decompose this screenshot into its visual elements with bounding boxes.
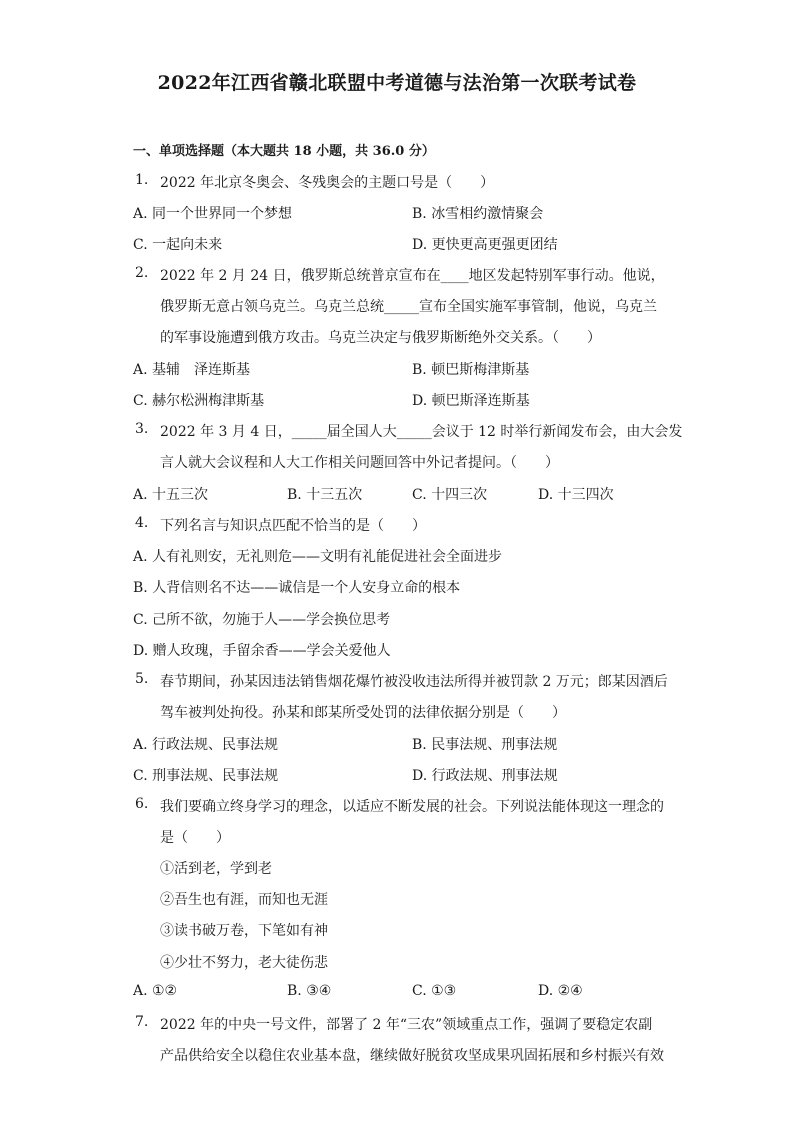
question-6-option-b: B. ③④ [287,983,332,999]
question-6-item-4: ④少壮不努力，老大徒伤悲 [160,955,328,971]
question-4-option-d: D. 赠人玫瑰，手留余香——学会关爱他人 [133,643,391,659]
section-heading: 一、单项选择题（本大题共 18 小题，共 36.0 分） [133,144,435,159]
question-2-option-c: C. 赫尔松洲梅津斯基 [133,393,265,409]
question-5-option-a: A. 行政法规、民事法规 [133,737,279,753]
question-3-option-b: B. 十三五次 [287,487,363,503]
question-6-stem-line-1: 我们要确立终身学习的理念，以适应不断发展的社会。下列说法能体现这一理念的 [160,799,664,815]
question-3-number: 3. [135,421,149,437]
question-3-option-c: C. 十四三次 [412,487,488,503]
question-1-stem: 2022 年北京冬奥会、冬残奥会的主题口号是（ ） [160,175,495,191]
question-5-option-d: D. 行政法规、刑事法规 [412,768,558,784]
question-1-option-d: D. 更快更高更强更团结 [412,237,558,253]
question-1-option-a: A. 同一个世界同一个梦想 [133,206,293,222]
question-7-stem-line-1: 2022 年的中央一号文件，部署了 2 年“三农”领域重点工作，强调了要稳定农副 [160,1017,653,1033]
question-6-item-1: ①活到老，学到老 [160,861,272,877]
question-2-option-a: A. 基辅 泽连斯基 [133,362,251,378]
exam-title: 2022年江西省赣北联盟中考道德与法治第一次联考试卷 [157,72,637,94]
question-6-item-2: ②吾生也有涯，而知也无涯 [160,892,328,908]
question-6-option-a: A. ①② [133,983,178,999]
question-2-option-b: B. 顿巴斯梅津斯基 [412,362,530,378]
question-7-number: 7. [135,1014,149,1030]
question-5-option-b: B. 民事法规、刑事法规 [412,737,558,753]
question-3-stem-line-1: 2022 年 3 月 4 日，_____届全国人大_____会议于 12 时举行新闻发布会，由大会发 [160,424,683,440]
question-2-stem-line-3: 的军事设施遭到俄方攻击。乌克兰决定与俄罗斯断绝外交关系。（ ） [160,330,601,346]
question-3-stem-line-2: 言人就大会议程和人大工作相关问题回答中外记者提问。（ ） [160,455,559,471]
question-5-stem-line-2: 驾车被判处拘役。孙某和郎某所受处罚的法律依据分别是（ ） [160,705,566,721]
question-5-stem-line-1: 春节期间，孙某因违法销售烟花爆竹被没收违法所得并被罚款 2 万元；郎某因酒后 [160,674,668,690]
question-7-stem-line-2: 产品供给安全以稳住农业基本盘，继续做好脱贫攻坚成果巩固拓展和乡村振兴有效 [160,1048,664,1064]
question-4-stem: 下列名言与知识点匹配不恰当的是（ ） [160,518,426,534]
question-1-option-c: C. 一起向未来 [133,237,223,253]
question-1-option-b: B. 冰雪相约激情聚会 [412,206,544,222]
question-4-number: 4. [135,515,149,531]
question-3-option-a: A. 十五三次 [133,487,209,503]
question-5-number: 5. [135,671,149,687]
question-4-option-c: C. 己所不欲，勿施于人——学会换位思考 [133,612,391,628]
question-2-stem-line-1: 2022 年 2 月 24 日，俄罗斯总统普京宣布在____地区发起特别军事行动。他说， [160,268,665,284]
question-1-number: 1. [135,172,149,188]
question-4-option-a: A. 人有礼则安，无礼则危——文明有礼能促进社会全面进步 [133,549,503,565]
question-2-stem-line-2: 俄罗斯无意占领乌克兰。乌克兰总统_____宣布全国实施军事管制，他说，乌克兰 [160,299,657,315]
question-6-option-d: D. ②④ [538,983,583,999]
question-6-number: 6. [135,796,149,812]
question-2-number: 2. [135,265,149,281]
question-6-item-3: ③读书破万卷，下笔如有神 [160,923,328,939]
question-6-stem-line-2: 是（ ） [160,830,230,846]
question-3-option-d: D. 十三四次 [538,487,614,503]
question-5-option-c: C. 刑事法规、民事法规 [133,768,279,784]
question-2-option-d: D. 顿巴斯泽连斯基 [412,393,530,409]
question-4-option-b: B. 人背信则名不达——诚信是一个人安身立命的根本 [133,580,461,596]
question-6-option-c: C. ①③ [412,983,457,999]
